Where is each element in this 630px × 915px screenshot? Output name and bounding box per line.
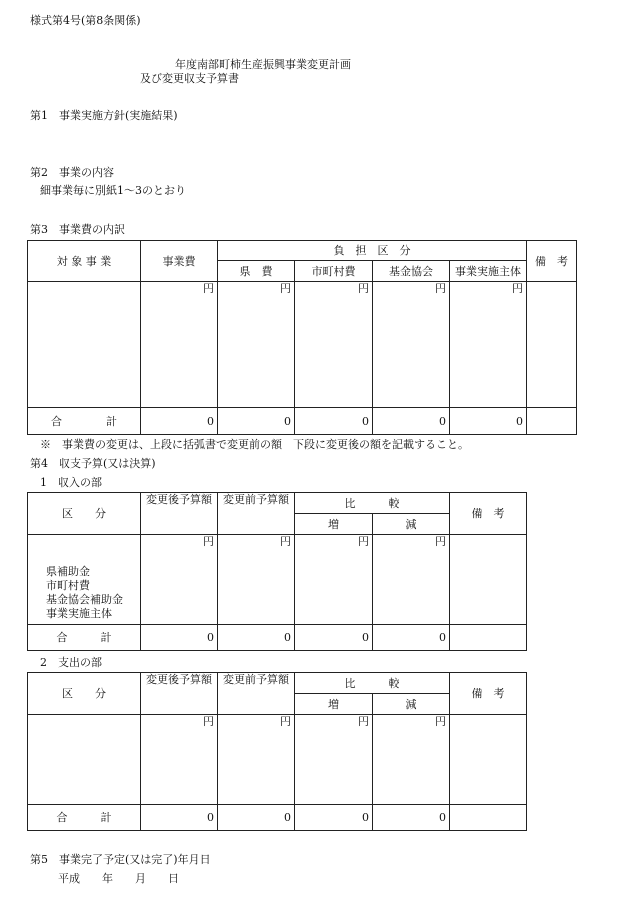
col-compare-header: 比 較 — [295, 673, 450, 694]
total-label: 合 計 — [28, 805, 141, 831]
col-fund-header: 基金協会 — [373, 261, 450, 282]
category-cell — [28, 715, 141, 805]
col-before-header: 変更前予算額 — [218, 673, 295, 715]
income-item: 事業実施主体 — [46, 607, 112, 620]
income-items-cell — [28, 535, 141, 625]
total-value: 0 — [218, 408, 295, 435]
col-target-header: 対 象 事 業 — [28, 241, 141, 282]
note-text: ※ 事業費の変更は、上段に括弧書で変更前の額 下段に変更後の額を記載すること。 — [40, 438, 469, 451]
total-value: 0 — [373, 408, 450, 435]
completion-date: 平成 年 月 日 — [58, 872, 179, 885]
form-label: 様式第4号(第8条関係) — [30, 14, 141, 27]
remarks-cell — [450, 805, 527, 831]
unit-label: 円 — [218, 535, 295, 625]
col-burden-header: 負 担 区 分 — [218, 241, 527, 261]
col-increase-header: 増 — [295, 514, 373, 535]
total-value: 0 — [218, 625, 295, 651]
unit-label: 円 — [218, 715, 295, 805]
target-cell — [28, 282, 141, 408]
col-before-header: 変更前予算額 — [218, 493, 295, 535]
total-value: 0 — [141, 805, 218, 831]
col-operator-header: 事業実施主体 — [450, 261, 527, 282]
unit-label: 円 — [450, 282, 527, 408]
col-remarks-header: 備 考 — [527, 241, 577, 282]
unit-label: 円 — [373, 282, 450, 408]
total-value: 0 — [295, 805, 373, 831]
col-compare-header: 比 較 — [295, 493, 450, 514]
total-value: 0 — [218, 805, 295, 831]
income-item: 基金協会補助金 — [46, 593, 123, 606]
total-value: 0 — [295, 408, 373, 435]
col-after-header: 変更後予算額 — [141, 673, 218, 715]
title-line-1: 年度南部町柿生産振興事業変更計画 — [175, 58, 351, 71]
col-remarks-header: 備 考 — [450, 673, 527, 715]
total-value: 0 — [373, 805, 450, 831]
income-item: 市町村費 — [46, 579, 90, 592]
col-remarks-header: 備 考 — [450, 493, 527, 535]
col-category-header: 区 分 — [28, 493, 141, 535]
col-decrease-header: 減 — [373, 514, 450, 535]
section-1-heading: 第1 事業実施方針(実施結果) — [30, 109, 178, 122]
total-value: 0 — [141, 408, 218, 435]
section-3-heading: 第3 事業費の内訳 — [30, 223, 125, 236]
col-prefecture-header: 県 費 — [218, 261, 295, 282]
unit-label: 円 — [141, 535, 218, 625]
unit-label: 円 — [141, 282, 218, 408]
unit-label: 円 — [295, 715, 373, 805]
income-table — [27, 492, 527, 651]
total-label: 合 計 — [28, 625, 141, 651]
col-decrease-header: 減 — [373, 694, 450, 715]
col-category-header: 区 分 — [28, 673, 141, 715]
col-after-header: 変更後予算額 — [141, 493, 218, 535]
col-increase-header: 増 — [295, 694, 373, 715]
section-5-heading: 第5 事業完了予定(又は完了)年月日 — [30, 853, 211, 866]
unit-label: 円 — [218, 282, 295, 408]
expense-table — [27, 672, 527, 831]
total-value: 0 — [141, 625, 218, 651]
section-2-heading: 第2 事業の内容 — [30, 166, 114, 179]
total-label: 合 計 — [28, 408, 141, 435]
unit-label: 円 — [295, 282, 373, 408]
col-cost-header: 事業費 — [141, 241, 218, 282]
section-2-detail: 細事業毎に別紙1～3のとおり — [40, 184, 186, 197]
cost-breakdown-table — [27, 240, 577, 435]
income-heading: 1 収入の部 — [40, 476, 102, 489]
remarks-cell — [450, 625, 527, 651]
total-value: 0 — [450, 408, 527, 435]
remarks-cell — [527, 408, 577, 435]
expense-heading: 2 支出の部 — [40, 656, 102, 669]
col-municipal-header: 市町村費 — [295, 261, 373, 282]
unit-label: 円 — [295, 535, 373, 625]
income-item: 県補助金 — [46, 565, 90, 578]
total-value: 0 — [295, 625, 373, 651]
unit-label: 円 — [373, 715, 450, 805]
remarks-cell — [527, 282, 577, 408]
title-line-2: 及び変更収支予算書 — [140, 72, 239, 85]
unit-label: 円 — [141, 715, 218, 805]
remarks-cell — [450, 715, 527, 805]
remarks-cell — [450, 535, 527, 625]
unit-label: 円 — [373, 535, 450, 625]
total-value: 0 — [373, 625, 450, 651]
section-4-heading: 第4 収支予算(又は決算) — [30, 457, 156, 470]
